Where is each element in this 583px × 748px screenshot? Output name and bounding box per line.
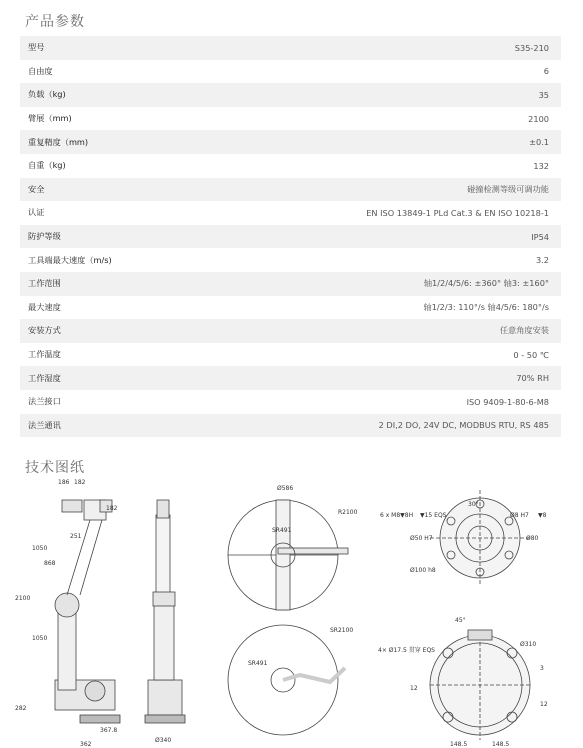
spec-row: [20, 390, 561, 414]
spec-label: 型号: [28, 42, 45, 53]
spec-value: ±0.1: [529, 137, 549, 148]
spec-value: 2100: [528, 113, 549, 124]
spec-label: 认证: [28, 207, 45, 218]
base-148a: 148.5: [450, 741, 468, 748]
spec-value: 6: [543, 66, 549, 77]
spec-label: 工具端最大速度（m/s): [28, 254, 112, 265]
spec-row: [20, 272, 561, 296]
base-148b: 148.5: [492, 741, 510, 748]
robot-front-view: [145, 500, 185, 723]
spec-value: ISO 9409-1-80-6-M8: [466, 396, 549, 407]
dim-182: 182: [74, 479, 86, 486]
dim-sr2100: SR2100: [330, 627, 354, 634]
spec-label: 自重（kg): [28, 160, 66, 171]
dim-282: 282: [15, 705, 27, 712]
flange-d80: Ø80: [526, 535, 539, 542]
dim-251: 251: [70, 533, 82, 540]
spec-row: [20, 366, 561, 390]
spec-label: 法兰通讯: [28, 419, 61, 430]
spec-label: 重复精度（mm): [28, 136, 89, 147]
spec-label: 自由度: [28, 65, 53, 76]
dim-868: 868: [44, 560, 56, 567]
spec-label: 臂展（mm): [28, 113, 72, 124]
spec-row: [20, 178, 561, 202]
spec-label: 防护等级: [28, 231, 61, 242]
spec-value: 0 - 50 ℃: [513, 349, 549, 360]
spec-value: 碰撞检测等级可调功能: [467, 183, 549, 194]
flange-d8h7: Ø8 H7: [510, 512, 529, 519]
robot-side-view: [55, 500, 120, 723]
spec-row: [20, 414, 561, 438]
flange-d100: Ø100 h8: [410, 567, 436, 574]
flange-eqs: ▼15 EQS: [420, 512, 447, 519]
technical-drawings: [0, 470, 583, 748]
spec-label: 工作湿度: [28, 372, 61, 383]
spec-row: [20, 60, 561, 84]
spec-label: 工作温度: [28, 349, 61, 360]
flange-d50: Ø50 H7: [410, 535, 433, 542]
dim-362: 362: [80, 741, 92, 748]
base-12b: 12: [540, 701, 548, 708]
dim-182-v: 182: [106, 505, 118, 512]
flange-m8: 6 x M8▼8H: [380, 512, 414, 519]
spec-label: 法兰接口: [28, 396, 61, 407]
dim-340: Ø340: [155, 737, 172, 744]
dim-sr491: SR491: [272, 527, 292, 534]
spec-value: 2 DI,2 DO, 24V DC, MODBUS RTU, RS 485: [378, 420, 549, 431]
spec-row: [20, 107, 561, 131]
spec-value: 轴1/2/4/5/6: ±360° 轴3: ±160°: [423, 278, 549, 289]
spec-row: [20, 248, 561, 272]
spec-row: [20, 130, 561, 154]
spec-value: 3.2: [535, 255, 549, 266]
dim-586: Ø586: [277, 485, 294, 492]
flange-d8h7-depth: ▼8: [538, 512, 547, 519]
spec-label: 安装方式: [28, 325, 61, 336]
spec-row: [20, 36, 561, 60]
spec-row: [20, 319, 561, 343]
spec-row: [20, 201, 561, 225]
workspace-side-view: [228, 625, 345, 735]
section-title-specs: 产品参数: [25, 14, 85, 30]
spec-table: [20, 36, 561, 437]
spec-label: 负载（kg): [28, 89, 66, 100]
base-holes: 4× Ø17.5 贯穿 EQS: [378, 647, 435, 654]
spec-value: S35-210: [514, 42, 549, 53]
spec-row: [20, 296, 561, 320]
spec-label: 工作范围: [28, 278, 61, 289]
spec-row: [20, 343, 561, 367]
base-12a: 12: [410, 685, 418, 692]
spec-label: 最大速度: [28, 301, 61, 312]
spec-value: 132: [533, 160, 549, 171]
spec-value: 70% RH: [516, 373, 549, 384]
spec-row: [20, 83, 561, 107]
flange-30deg: 30°: [468, 501, 479, 508]
base-3: 3: [540, 665, 544, 672]
spec-row: [20, 225, 561, 249]
base-45deg: 45°: [455, 617, 466, 624]
dim-1050-upper: 1050: [32, 545, 48, 552]
dim-r2100: R2100: [338, 509, 358, 516]
dim-367: 367.8: [100, 727, 118, 734]
dim-2100: 2100: [15, 595, 31, 602]
spec-value: IP54: [531, 231, 549, 242]
workspace-top-view: [228, 500, 348, 610]
spec-value: 35: [538, 89, 549, 100]
dim-1050-lower: 1050: [32, 635, 48, 642]
spec-value: 任意角度安装: [499, 325, 549, 336]
spec-value: 轴1/2/3: 110°/s 轴4/5/6: 180°/s: [423, 301, 549, 312]
dim-sr491-b: SR491: [248, 660, 268, 667]
flange-view: [430, 490, 530, 586]
base-view: [430, 630, 530, 740]
base-d310: Ø310: [520, 641, 537, 648]
spec-value: EN ISO 13849-1 PLd Cat.3 & EN ISO 10218-1: [366, 207, 549, 218]
spec-row: [20, 154, 561, 178]
dim-186: 186: [58, 479, 70, 486]
section-title-drawings: 技术图纸: [25, 460, 85, 476]
spec-label: 安全: [28, 183, 45, 194]
